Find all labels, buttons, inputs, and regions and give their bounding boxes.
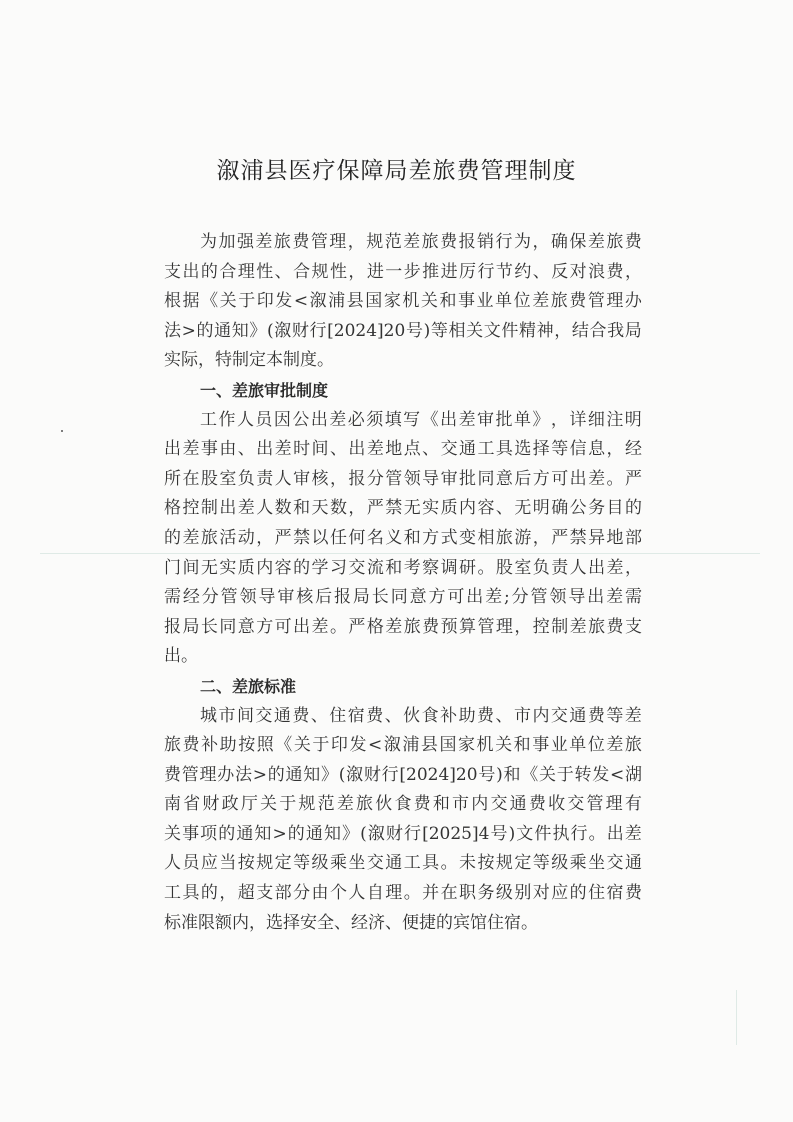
section-heading: 一、差旅审批制度	[200, 380, 329, 400]
paragraph-line: 城 市 间 交 通 费 、 住 宿 费 、 伙 食 补 助 费 、 市 内 交 通 费 等 差	[200, 705, 642, 726]
paragraph-line: 法 > 的 通 知 》 ( 溆 财 行 [2024]20 号 ) 等 相 关 文 件 精 神 ， 结 合 我 局	[164, 320, 642, 341]
paragraph-line: 关 事 项 的 通 知 > 的 通 知 》 ( 溆 财 行 [2025]4 号 ) 文 件 执 行 。 出 差	[164, 823, 642, 844]
paragraph-line: 工 具 的 ， 超 支 部 分 由 个 人 自 理 。 并 在 职 务 级 别 对 应 的 住 宿 费	[164, 883, 642, 904]
scan-artifact-dot	[61, 430, 63, 432]
paragraph-line: 出。	[164, 646, 198, 667]
paragraph-line: 所 在 股 室 负 责 人 审 核 ， 报 分 管 领 导 审 批 同 意 后 方 可 出 差 。 严	[164, 468, 642, 489]
paragraph-line: 标准限额内，选择安全、经济、便捷的宾馆住宿。	[164, 912, 538, 933]
document-title: 溆浦县医疗保障局差旅费管理制度	[216, 158, 577, 184]
document-body	[164, 228, 642, 938]
paragraph-line: 旅 费 补 助 按 照 《 关 于 印 发 < 溆 浦 县 国 家 机 关 和 事 业 单 位 差 旅	[164, 735, 642, 756]
paragraph-line: 的 差 旅 活 动 ， 严 禁 以 任 何 名 义 和 方 式 变 相 旅 游 ， 严 禁 异 地 部	[164, 527, 642, 548]
paragraph-line: 出 差 事 由 、 出 差 时 间 、 出 差 地 点 、 交 通 工 具 选 择 等 信 息 ， 经	[164, 439, 642, 460]
paragraph-line: 费 管 理 办 法 > 的 通 知 》 ( 溆 财 行 [2024]20 号 ) 和 《 关 于 转 发 < 湖	[164, 764, 642, 785]
paragraph-line: 为 加 强 差 旅 费 管 理 ， 规 范 差 旅 费 报 销 行 为 ， 确 保 差 旅 费	[200, 232, 642, 252]
paragraph-line: 南 省 财 政 厅 关 于 规 范 差 旅 伙 食 费 和 市 内 交 通 费 收 交 管 理 有	[164, 794, 642, 815]
paragraph-line: 报 局 长 同 意 方 可 出 差 。 严 格 差 旅 费 预 算 管 理 ， 控 制 差 旅 费 支	[164, 616, 642, 637]
paragraph-line: 人 员 应 当 按 规 定 等 级 乘 坐 交 通 工 具 。 未 按 规 定 等 级 乘 坐 交 通	[164, 853, 642, 874]
paragraph-line: 格 控 制 出 差 人 数 和 天 数 ， 严 禁 无 实 质 内 容 、 无 明 确 公 务 目 的	[164, 498, 642, 519]
scan-artifact-line	[736, 990, 737, 1045]
paragraph-line: 实际，特制定本制度。	[164, 350, 334, 371]
paragraph-line: 根 据 《 关 于 印 发 < 溆 浦 县 国 家 机 关 和 事 业 单 位 差 旅 费 管 理 办	[164, 291, 642, 312]
section-heading: 二、差旅标准	[200, 676, 297, 696]
paragraph-line: 支 出 的 合 理 性 、 合 规 性 ， 进 一 步 推 进 厉 行 节 约 、 反 对 浪 费 ，	[164, 261, 642, 282]
paragraph-line: 需 经 分 管 领 导 审 核 后 报 局 长 同 意 方 可 出 差 ; 分 管 领 导 出 差 需	[164, 587, 642, 608]
paragraph-line: 工 作 人 员 因 公 出 差 必 须 填 写 《 出 差 审 批 单 》 ， 详 细 注 明	[200, 409, 642, 430]
paragraph-line: 门 间 无 实 质 内 容 的 学 习 交 流 和 考 察 调 研 。 股 室 负 责 人 出 差 ，	[164, 557, 642, 578]
